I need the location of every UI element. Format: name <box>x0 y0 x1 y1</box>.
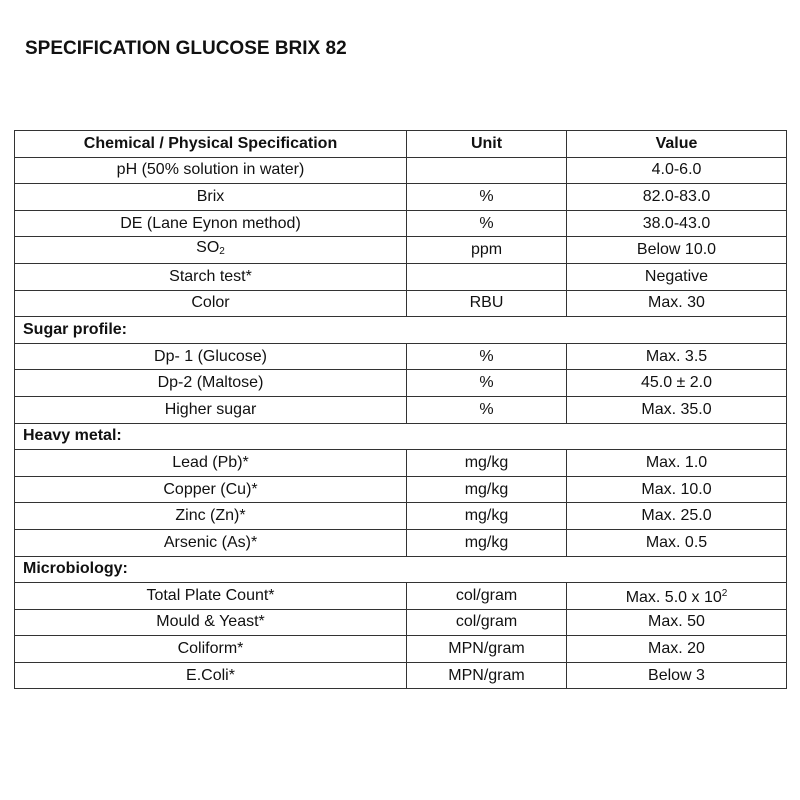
unit-cell: % <box>407 184 567 211</box>
table-row <box>15 210 787 237</box>
table-row <box>15 184 787 211</box>
value-cell: Max. 20 <box>567 636 787 663</box>
spec-cell: Dp-2 (Maltose) <box>15 370 407 397</box>
table-row <box>15 343 787 370</box>
spec-cell: Brix <box>15 184 407 211</box>
unit-cell: MPN/gram <box>407 662 567 689</box>
table-row <box>15 157 787 184</box>
page-title: SPECIFICATION GLUCOSE BRIX 82 <box>25 38 347 59</box>
table-row <box>15 370 787 397</box>
value-cell: Max. 3.5 <box>567 343 787 370</box>
section-label: Sugar profile: <box>15 317 787 344</box>
table-row <box>15 662 787 689</box>
table-row <box>15 583 787 610</box>
spec-text: SO <box>196 239 220 257</box>
table-row <box>15 529 787 556</box>
section-row <box>15 556 787 583</box>
table-row <box>15 503 787 530</box>
header-value: Value <box>567 131 787 158</box>
section-label: Microbiology: <box>15 556 787 583</box>
section-label: Heavy metal: <box>15 423 787 450</box>
spec-cell: Zinc (Zn)* <box>15 503 407 530</box>
spec-cell: pH (50% solution in water) <box>15 157 407 184</box>
unit-cell: MPN/gram <box>407 636 567 663</box>
section-row <box>15 317 787 344</box>
unit-cell: mg/kg <box>407 529 567 556</box>
value-cell: Max. 10.0 <box>567 476 787 503</box>
spec-subscript: 2 <box>219 246 225 258</box>
table-row <box>15 263 787 290</box>
unit-cell: ppm <box>407 237 567 264</box>
value-superscript: 2 <box>721 587 728 599</box>
spec-cell: Arsenic (As)* <box>15 529 407 556</box>
value-cell: Max. 30 <box>567 290 787 317</box>
value-cell: 38.0-43.0 <box>567 210 787 237</box>
unit-cell: RBU <box>407 290 567 317</box>
table-row <box>15 290 787 317</box>
table-row <box>15 237 787 264</box>
spec-cell: Higher sugar <box>15 396 407 423</box>
header-unit: Unit <box>407 131 567 158</box>
unit-cell: % <box>407 396 567 423</box>
spec-cell: Lead (Pb)* <box>15 450 407 477</box>
section-row <box>15 423 787 450</box>
value-cell: Max. 50 <box>567 609 787 636</box>
spec-cell: E.Coli* <box>15 662 407 689</box>
value-cell: Max. 35.0 <box>567 396 787 423</box>
spec-cell: Color <box>15 290 407 317</box>
unit-cell: % <box>407 343 567 370</box>
table-row <box>15 636 787 663</box>
spec-cell: DE (Lane Eynon method) <box>15 210 407 237</box>
specification-table <box>14 130 787 689</box>
table-row <box>15 609 787 636</box>
table-row <box>15 450 787 477</box>
unit-cell <box>407 263 567 290</box>
value-cell: Max. 25.0 <box>567 503 787 530</box>
table-header-row <box>15 131 787 158</box>
header-specification: Chemical / Physical Specification <box>15 131 407 158</box>
value-cell: Below 3 <box>567 662 787 689</box>
unit-cell: mg/kg <box>407 476 567 503</box>
unit-cell: % <box>407 370 567 397</box>
unit-cell: mg/kg <box>407 450 567 477</box>
spec-cell: Coliform* <box>15 636 407 663</box>
spec-cell: Dp- 1 (Glucose) <box>15 343 407 370</box>
spec-cell <box>15 237 407 264</box>
spec-cell: Copper (Cu)* <box>15 476 407 503</box>
value-cell: Below 10.0 <box>567 237 787 264</box>
value-cell: Negative <box>567 263 787 290</box>
unit-cell <box>407 157 567 184</box>
spec-cell: Mould & Yeast* <box>15 609 407 636</box>
value-text: Max. 5.0 x 10 <box>625 588 722 606</box>
value-cell: Max. 0.5 <box>567 529 787 556</box>
value-cell: 82.0-83.0 <box>567 184 787 211</box>
table-row <box>15 396 787 423</box>
value-cell: 45.0 ± 2.0 <box>567 370 787 397</box>
value-cell: 4.0-6.0 <box>567 157 787 184</box>
unit-cell: col/gram <box>407 583 567 610</box>
table-row <box>15 476 787 503</box>
spec-cell: Total Plate Count* <box>15 583 407 610</box>
unit-cell: % <box>407 210 567 237</box>
value-cell <box>567 583 787 610</box>
unit-cell: mg/kg <box>407 503 567 530</box>
unit-cell: col/gram <box>407 609 567 636</box>
spec-cell: Starch test* <box>15 263 407 290</box>
value-cell: Max. 1.0 <box>567 450 787 477</box>
